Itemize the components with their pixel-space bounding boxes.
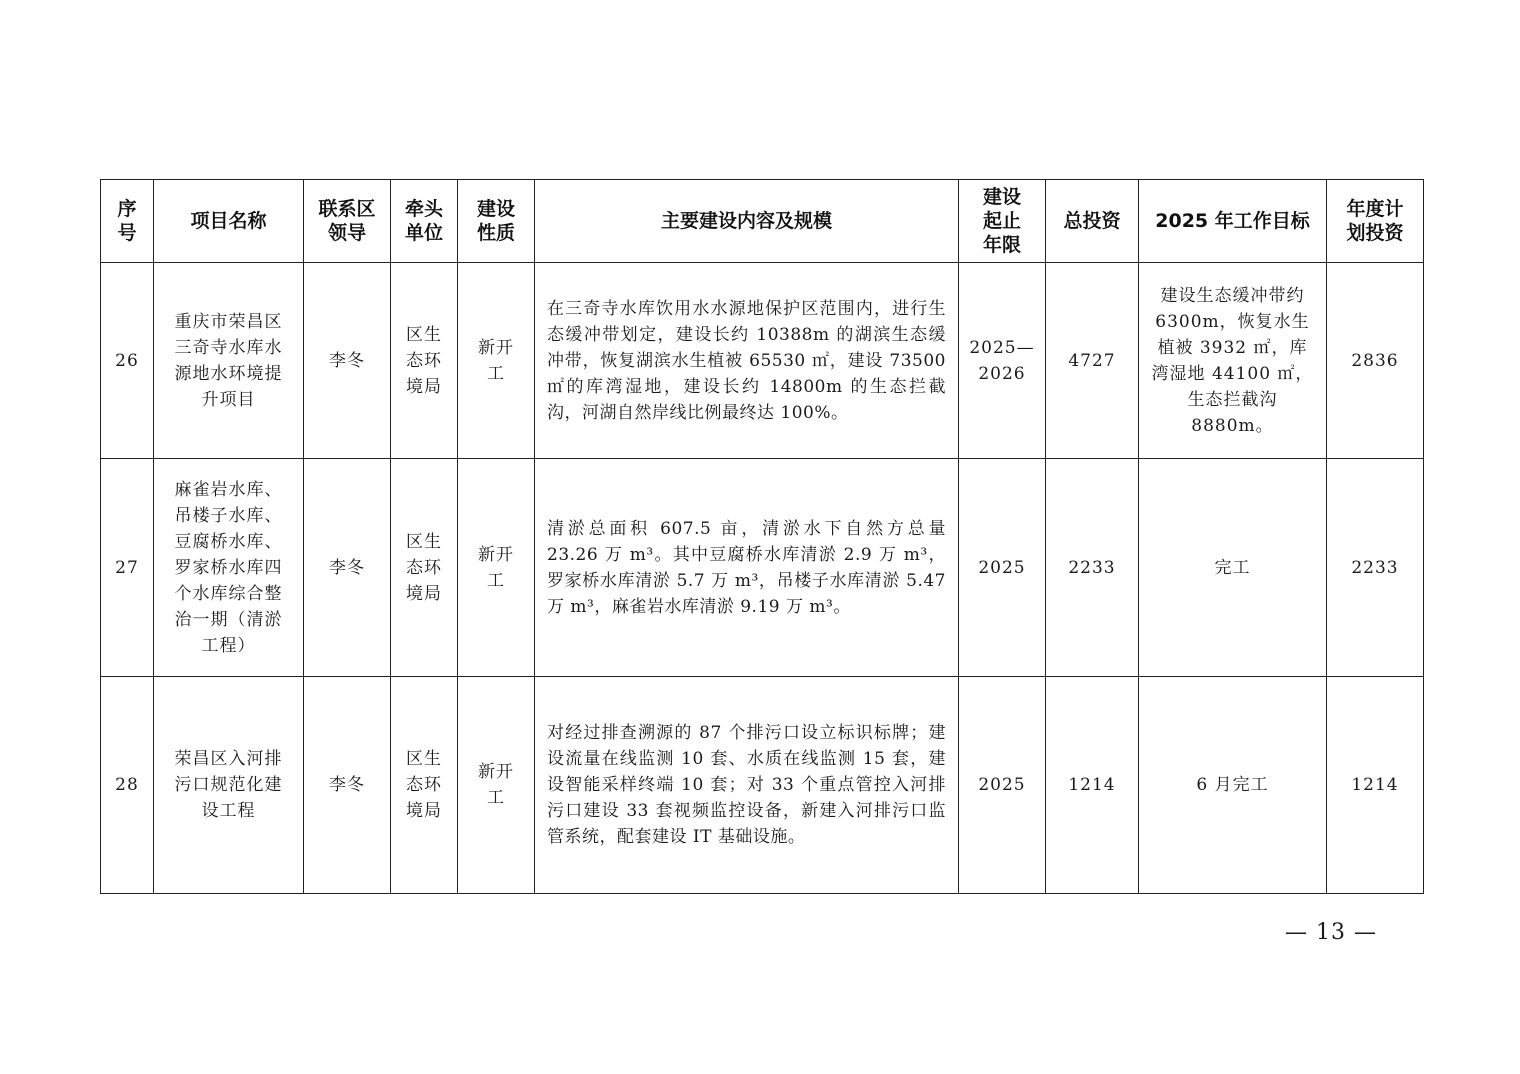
cell-total: 2233 [1046, 459, 1139, 677]
header-nature: 建设 性质 [458, 180, 535, 263]
cell-content: 在三奇寺水库饮用水水源地保护区范围内，进行生态缓冲带划定，建设长约 10388m 的湖滨生态缓冲带，恢复湖滨水生植被 65530 ㎡，建设 73500 ㎡的库湾湿地，建设长约 14800m 的生态拦截沟，河湖自然岸线比例最终达 100%。 [535, 263, 959, 459]
cell-name: 荣昌区入河排 污口规范化建 设工程 [154, 677, 304, 894]
cell-goal: 建设生态缓冲带约 6300m，恢复水生植被 3932 ㎡，库湾湿地 44100 ㎡，生态拦截沟 8880m。 [1139, 263, 1327, 459]
cell-leader: 李冬 [304, 459, 391, 677]
cell-total: 1214 [1046, 677, 1139, 894]
cell-name: 重庆市荣昌区 三奇寺水库水 源地水环境提 升项目 [154, 263, 304, 459]
cell-period: 2025 [959, 459, 1046, 677]
cell-total: 4727 [1046, 263, 1139, 459]
cell-annual: 2233 [1327, 459, 1424, 677]
header-content: 主要建设内容及规模 [535, 180, 959, 263]
header-leader: 联系区 领导 [304, 180, 391, 263]
cell-unit: 区生 态环 境局 [391, 459, 458, 677]
table-body [101, 263, 1424, 894]
header-goal: 2025 年工作目标 [1139, 180, 1327, 263]
header-unit: 牵头 单位 [391, 180, 458, 263]
cell-content: 清淤总面积 607.5 亩，清淤水下自然方总量 23.26 万 m³。其中豆腐桥水库清淤 2.9 万 m³，罗家桥水库清淤 5.7 万 m³，吊楼子水库清淤 5.47 万 m³，麻雀岩水库清淤 9.19 万 m³。 [535, 459, 959, 677]
cell-content: 对经过排查溯源的 87 个排污口设立标识标牌；建设流量在线监测 10 套、水质在线监测 15 套，建设智能采样终端 10 套；对 33 个重点管控入河排污口建设 33 套视频监控设备，新建入河排污口监管系统，配套建设 IT 基础设施。 [535, 677, 959, 894]
cell-nature: 新开 工 [458, 459, 535, 677]
cell-seq: 28 [101, 677, 154, 894]
cell-leader: 李冬 [304, 677, 391, 894]
cell-annual: 1214 [1327, 677, 1424, 894]
page-number: — 13 — [1285, 920, 1377, 945]
header-row [101, 180, 1424, 263]
table-row [101, 677, 1424, 894]
project-table [100, 179, 1424, 894]
cell-nature: 新开 工 [458, 677, 535, 894]
cell-period: 2025 [959, 677, 1046, 894]
cell-goal: 完工 [1139, 459, 1327, 677]
cell-annual: 2836 [1327, 263, 1424, 459]
header-annual: 年度计 划投资 [1327, 180, 1424, 263]
cell-goal: 6 月完工 [1139, 677, 1327, 894]
table-row [101, 263, 1424, 459]
cell-seq: 27 [101, 459, 154, 677]
cell-name: 麻雀岩水库、 吊楼子水库、 豆腐桥水库、 罗家桥水库四 个水库综合整 治一期（清淤 工程） [154, 459, 304, 677]
cell-nature: 新开 工 [458, 263, 535, 459]
header-total: 总投资 [1046, 180, 1139, 263]
table-row [101, 459, 1424, 677]
cell-period: 2025— 2026 [959, 263, 1046, 459]
cell-unit: 区生 态环 境局 [391, 677, 458, 894]
header-name: 项目名称 [154, 180, 304, 263]
header-seq: 序 号 [101, 180, 154, 263]
header-period: 建设 起止 年限 [959, 180, 1046, 263]
table-header [101, 180, 1424, 263]
cell-unit: 区生 态环 境局 [391, 263, 458, 459]
cell-leader: 李冬 [304, 263, 391, 459]
cell-seq: 26 [101, 263, 154, 459]
